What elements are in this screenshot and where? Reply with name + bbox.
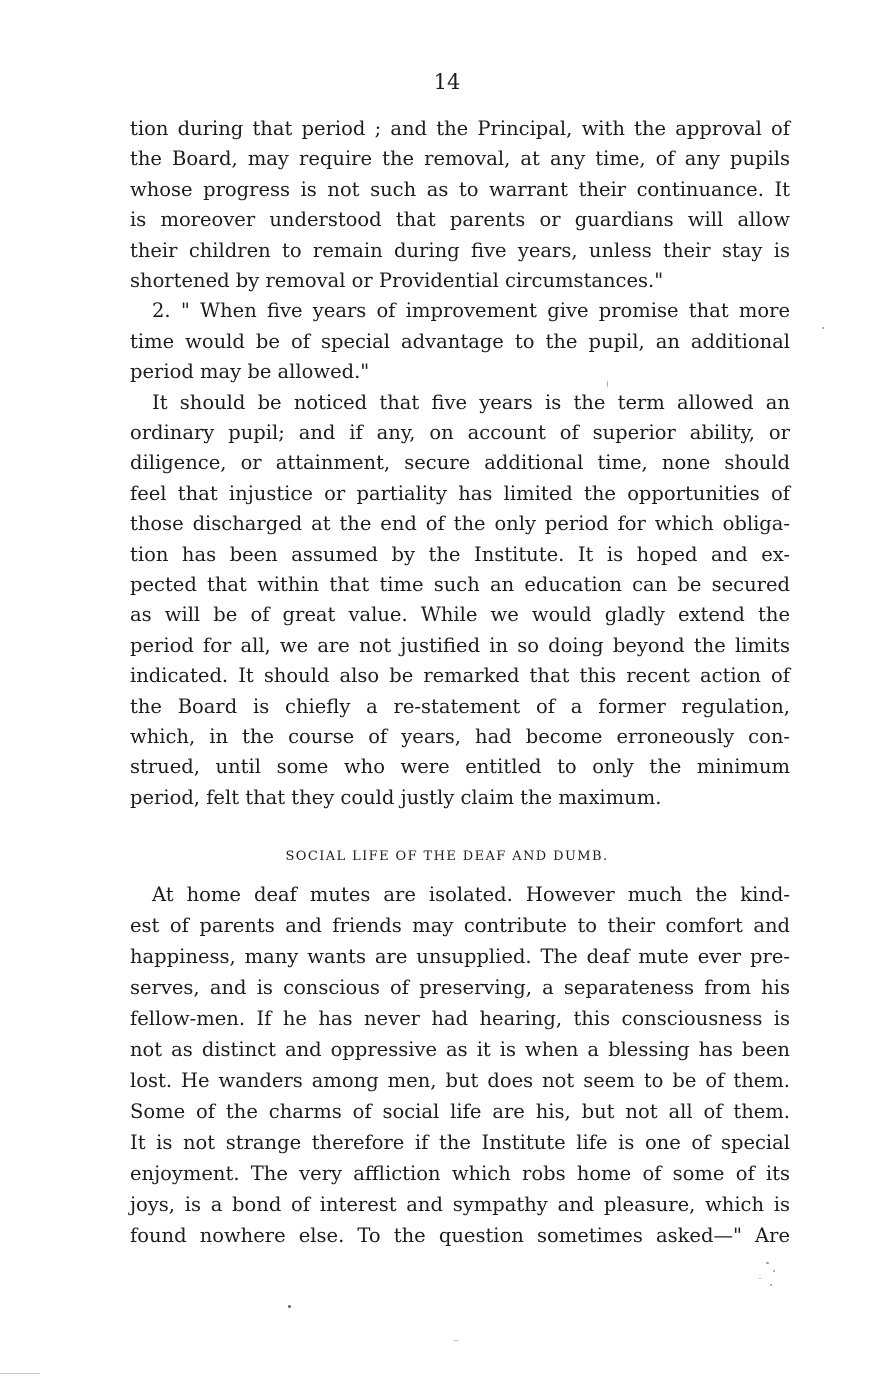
text-line: whose progress is not such as to warrant their continuance. It bbox=[130, 177, 790, 201]
scan-speck bbox=[288, 1305, 291, 1308]
text-line: lost. He wanders among men, but does not seem to be of them. bbox=[130, 1069, 790, 1092]
text-line: as will be of great value. While we would gladly extend the bbox=[130, 603, 790, 627]
text-line: fellow-men. If he has never had hearing, this consciousness is bbox=[130, 1007, 790, 1030]
text-line: It is not strange therefore if the Institute life is one of special bbox=[130, 1131, 790, 1154]
scan-speck bbox=[773, 1270, 775, 1272]
text-line: the Board is chiefly a re-statement of a former regulation, bbox=[130, 694, 790, 718]
text-line: time would be of special advantage to the pupil, an additional bbox=[130, 329, 790, 353]
page-edge-line bbox=[0, 1373, 40, 1374]
text-line: feel that injustice or partiality has limited the opportunities of bbox=[130, 481, 790, 505]
text-line: the Board, may require the removal, at any time, of any pupils bbox=[130, 147, 790, 171]
text-line: tion during that period ; and the Principal, with the approval of bbox=[130, 117, 790, 140]
page-number: 14 bbox=[433, 70, 461, 94]
text-line: At home deaf mutes are isolated. However much the kind- bbox=[152, 883, 790, 906]
text-line: found nowhere else. To the question sometimes asked—" Are bbox=[130, 1224, 790, 1247]
scan-speck bbox=[759, 1278, 761, 1279]
text-line: tion has been assumed by the Institute. It is hoped and ex- bbox=[130, 542, 790, 566]
text-line: enjoyment. The very affliction which robs home of some of its bbox=[130, 1162, 790, 1185]
text-line: is moreover understood that parents or guardians will allow bbox=[130, 208, 790, 232]
text-line: not as distinct and oppressive as it is when a blessing has been bbox=[130, 1038, 790, 1061]
text-line: those discharged at the end of the only period for which obliga- bbox=[130, 512, 790, 536]
text-line: Some of the charms of social life are his, but not all of them. bbox=[130, 1100, 790, 1123]
text-line: strued, until some who were entitled to only the minimum bbox=[130, 755, 790, 779]
text-line: pected that within that time such an education can be secured bbox=[130, 573, 790, 596]
text-line: diligence, or attainment, secure additional time, none should bbox=[130, 451, 790, 475]
scan-speck bbox=[454, 1340, 458, 1341]
text-line: period for all, we are not justified in so doing beyond the limits bbox=[130, 633, 790, 657]
scan-speck bbox=[607, 381, 608, 387]
section-heading: SOCIAL LIFE OF THE DEAF AND DUMB. bbox=[285, 849, 609, 864]
text-line: period, felt that they could justly claim the maximum. bbox=[130, 785, 662, 809]
scan-speck bbox=[822, 327, 824, 329]
text-line: which, in the course of years, had become erroneously con- bbox=[130, 725, 790, 748]
text-line: their children to remain during five years, unless their stay is bbox=[130, 238, 790, 262]
text-line: happiness, many wants are unsupplied. The deaf mute ever pre- bbox=[130, 945, 790, 968]
scan-speck bbox=[766, 1262, 769, 1264]
text-line: shortened by removal or Providential circumstances." bbox=[130, 269, 664, 292]
scan-speck bbox=[770, 1284, 772, 1286]
text-line: serves, and is conscious of preserving, a separateness from his bbox=[130, 976, 790, 999]
text-line: joys, is a bond of interest and sympathy and pleasure, which is bbox=[130, 1193, 790, 1216]
text-line: indicated. It should also be remarked that this recent action of bbox=[130, 664, 790, 688]
text-line: period may be allowed." bbox=[130, 360, 370, 384]
text-line: est of parents and friends may contribute to their comfort and bbox=[130, 914, 790, 937]
text-line: It should be noticed that five years is the term allowed an bbox=[152, 390, 790, 414]
text-line: 2. " When five years of improvement give promise that more bbox=[152, 299, 790, 323]
text-line: ordinary pupil; and if any, on account of superior ability, or bbox=[130, 421, 790, 444]
